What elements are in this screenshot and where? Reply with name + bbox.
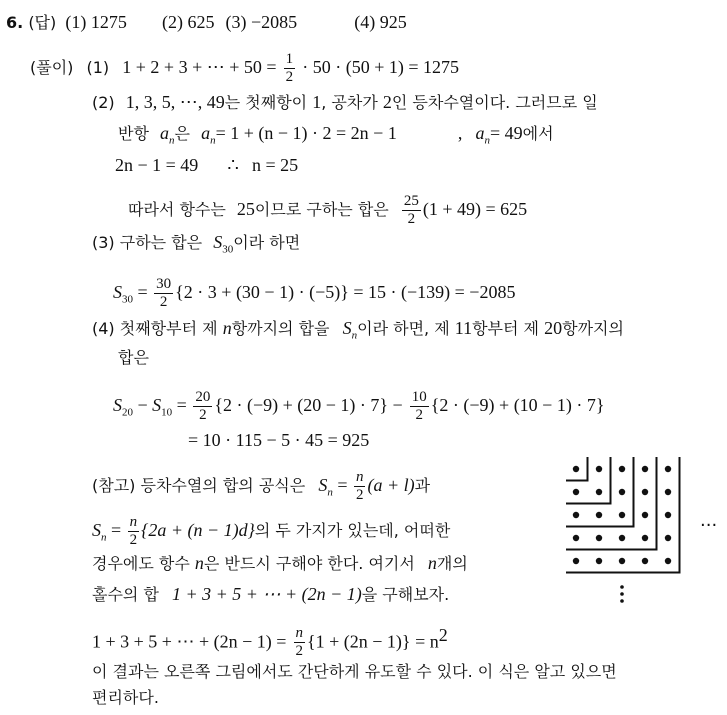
term-count: 25 <box>236 199 255 219</box>
text: 을 구해보자. <box>361 585 450 604</box>
text: 구하는 합은 <box>119 233 203 252</box>
formula: {1 + (2n − 1)} = n <box>307 631 439 652</box>
text: 첫째항부터 제 <box>119 319 218 338</box>
answer-3: (3) −2085 <box>225 12 298 32</box>
text: 편리하다. <box>92 688 159 707</box>
solution-4-line-1 <box>92 318 624 346</box>
dot <box>573 489 579 495</box>
text: 은 반드시 구해야 한다. 여기서 <box>203 554 415 573</box>
fraction: $\frac{20}{2}$ <box>195 389 211 423</box>
dot <box>596 558 602 564</box>
answer-2: (2) 625 <box>161 12 215 32</box>
ellipsis-dot <box>620 599 624 603</box>
dot <box>596 466 602 472</box>
note-line-4 <box>92 584 449 605</box>
dot <box>596 489 602 495</box>
sum-symbol: $S_{30}$ <box>113 282 133 306</box>
dot <box>642 558 648 564</box>
equation: {2 · (−9) + (10 − 1) · 7} <box>430 395 605 415</box>
dot <box>573 558 579 564</box>
text: 이므로 구하는 합은 <box>254 200 389 219</box>
equation: n = 25 <box>251 155 299 175</box>
dot <box>665 466 671 472</box>
fraction: $\frac{n}{2}$ <box>355 469 364 503</box>
general-term: $a_n$ <box>160 123 175 147</box>
dot <box>573 466 579 472</box>
answer-header <box>6 12 407 33</box>
therefore-symbol: ∴ <box>227 155 239 175</box>
fraction: $\frac{n}{2}$ <box>295 625 303 660</box>
text: 개의 <box>436 554 468 573</box>
solution-label: (풀이) <box>30 58 74 77</box>
formula: 1 + 3 + 5 + ⋯ + (2n − 1) <box>172 584 362 604</box>
dot <box>642 466 648 472</box>
dot <box>619 558 625 564</box>
text: 에서 <box>522 124 554 143</box>
dot <box>596 535 602 541</box>
answer-label: (답) <box>28 13 57 32</box>
sum-symbol: $S_n$ <box>92 520 107 544</box>
solution-2-line-3 <box>115 155 298 176</box>
comma: , <box>457 123 463 143</box>
note-equation <box>92 625 448 659</box>
dot <box>619 489 625 495</box>
common-difference: 2 <box>382 92 392 112</box>
solution-2-line-4 <box>128 194 527 227</box>
problem-number: 6. <box>6 13 24 32</box>
text: 항부터 제 <box>472 319 540 338</box>
note-line-1: (참고) 등차수열의 합의 공식은 $S_n$ = $\frac{n}{2}$ (a + l)과 <box>92 469 431 503</box>
number: 11 <box>454 318 473 338</box>
text: 항까지의 <box>562 319 624 338</box>
answer-1: (1) 1275 <box>65 12 127 32</box>
exponent: 2 <box>438 625 448 645</box>
number: 20 <box>544 318 563 338</box>
solution-2-line-1 <box>92 92 598 113</box>
formula: (a + l) <box>367 475 415 495</box>
note-line-6 <box>92 662 617 682</box>
general-term-formula: = 1 + (n − 1) · 2 = 2n − 1 <box>215 123 397 143</box>
text: 은 <box>174 124 190 143</box>
solution-3-line-2: $S_{30}$ = $\frac{30}{2}$ {2 · 3 + (30 − 1) · (−5)} = 15 · (−139) = −2085 <box>113 276 516 310</box>
odd-sequence: 1, 3, 5, ⋯, 49 <box>125 92 225 112</box>
sum-symbol: $S_{10}$ <box>152 395 173 419</box>
first-term: 1 <box>312 92 322 112</box>
dot <box>619 512 625 518</box>
sum-rhs: · 50 · (50 + 1) = 1275 <box>302 57 459 77</box>
text: 항까지의 합을 <box>231 319 330 338</box>
text: 합은 <box>118 348 149 367</box>
odd-sum-dot-figure <box>560 455 725 610</box>
solution-3-line-1 <box>92 232 300 260</box>
dot <box>642 489 648 495</box>
text: 는 첫째항이 <box>224 93 308 112</box>
equation: 2n − 1 = 49 <box>115 155 199 175</box>
part-number: (4) <box>92 319 115 338</box>
variable: n <box>194 553 204 573</box>
text: 반항 <box>118 124 149 143</box>
horizontal-ellipsis: ··· <box>700 515 718 536</box>
equation: {2 · 3 + (30 − 1) · (−5)} = 15 · (−139) = −2085 <box>175 282 516 302</box>
dot <box>573 535 579 541</box>
equation: = 49 <box>490 123 523 143</box>
text: 경우에도 항수 <box>92 554 190 573</box>
sum-symbol: $S_n$ <box>342 318 358 342</box>
ellipsis-dot <box>620 592 624 596</box>
equation: {2 · (−9) + (20 − 1) · 7} − <box>214 395 403 415</box>
dot <box>619 466 625 472</box>
equation: = 10 · 115 − 5 · 45 = 925 <box>188 430 370 450</box>
note-line-3 <box>92 553 468 574</box>
text: 의 두 가지가 있는데, 어떠한 <box>254 521 451 540</box>
fraction: $\frac{n}{2}$ <box>129 514 138 548</box>
text: 이 결과는 오른쪽 그림에서도 간단하게 유도할 수 있다. 이 식은 알고 있으면 <box>92 662 617 681</box>
dot <box>619 535 625 541</box>
dot <box>665 489 671 495</box>
variable: n <box>427 553 437 573</box>
text: (참고) 등차수열의 합의 공식은 <box>92 476 306 495</box>
text: 따라서 항수는 <box>128 200 226 219</box>
text: 이라 하면 <box>233 233 301 252</box>
general-term: $a_n$ <box>475 123 491 147</box>
fraction: $\frac{25}{2}$ <box>403 193 419 227</box>
sum-symbol: $S_{20}$ <box>113 395 133 419</box>
note-line-7 <box>92 688 159 708</box>
equation: (1 + 49) = 625 <box>422 199 528 219</box>
fraction: $\frac{10}{2}$ <box>411 389 427 423</box>
fraction: $\frac{1}{2}$ <box>285 51 294 85</box>
part-number: (3) <box>92 233 115 252</box>
formula: {2a + (n − 1)d} <box>141 520 255 540</box>
text: , 공차가 <box>321 93 378 112</box>
dot <box>665 512 671 518</box>
text: 이라 하면, 제 <box>357 319 450 338</box>
dot <box>642 535 648 541</box>
solution-1 <box>30 52 459 85</box>
note-line-2: $S_n$ = $\frac{n}{2}$ {2a + (n − 1)d}의 두 가지가 있는데, 어떠한 <box>92 514 451 548</box>
sum-symbol: $S_n$ <box>318 475 333 499</box>
part-number: (1) <box>86 58 110 77</box>
sum-lhs: 1 + 2 + 3 + ⋯ + 50 = <box>122 57 277 77</box>
general-term: $a_n$ <box>201 123 216 147</box>
sum-symbol: $S_{30}$ <box>213 232 234 256</box>
dot <box>665 535 671 541</box>
text: 과 <box>414 476 431 495</box>
variable: n <box>222 318 232 338</box>
solution-4-equation: $S_{20} - S_{10}$ = $\frac{20}{2}$ {2 · (−9) + (20 − 1) · 7} − $\frac{10}{2}$ {2 · (−9) + (10 − 1) · 7} <box>113 389 605 423</box>
text: 인 등차수열이다. 그러므로 일 <box>391 93 598 112</box>
part-number: (2) <box>92 93 115 112</box>
formula: 1 + 3 + 5 + ⋯ + (2n − 1) = <box>92 631 287 652</box>
text: 홀수의 합 <box>92 585 159 604</box>
dot <box>596 512 602 518</box>
solution-4-result <box>188 430 369 451</box>
solution-2-line-2 <box>118 123 554 151</box>
answer-4: (4) 925 <box>354 12 407 32</box>
ellipsis-dot <box>620 585 624 589</box>
fraction: $\frac{30}{2}$ <box>156 276 172 310</box>
dot <box>642 512 648 518</box>
dot <box>665 558 671 564</box>
solution-4-line-2 <box>118 348 149 368</box>
dot <box>573 512 579 518</box>
